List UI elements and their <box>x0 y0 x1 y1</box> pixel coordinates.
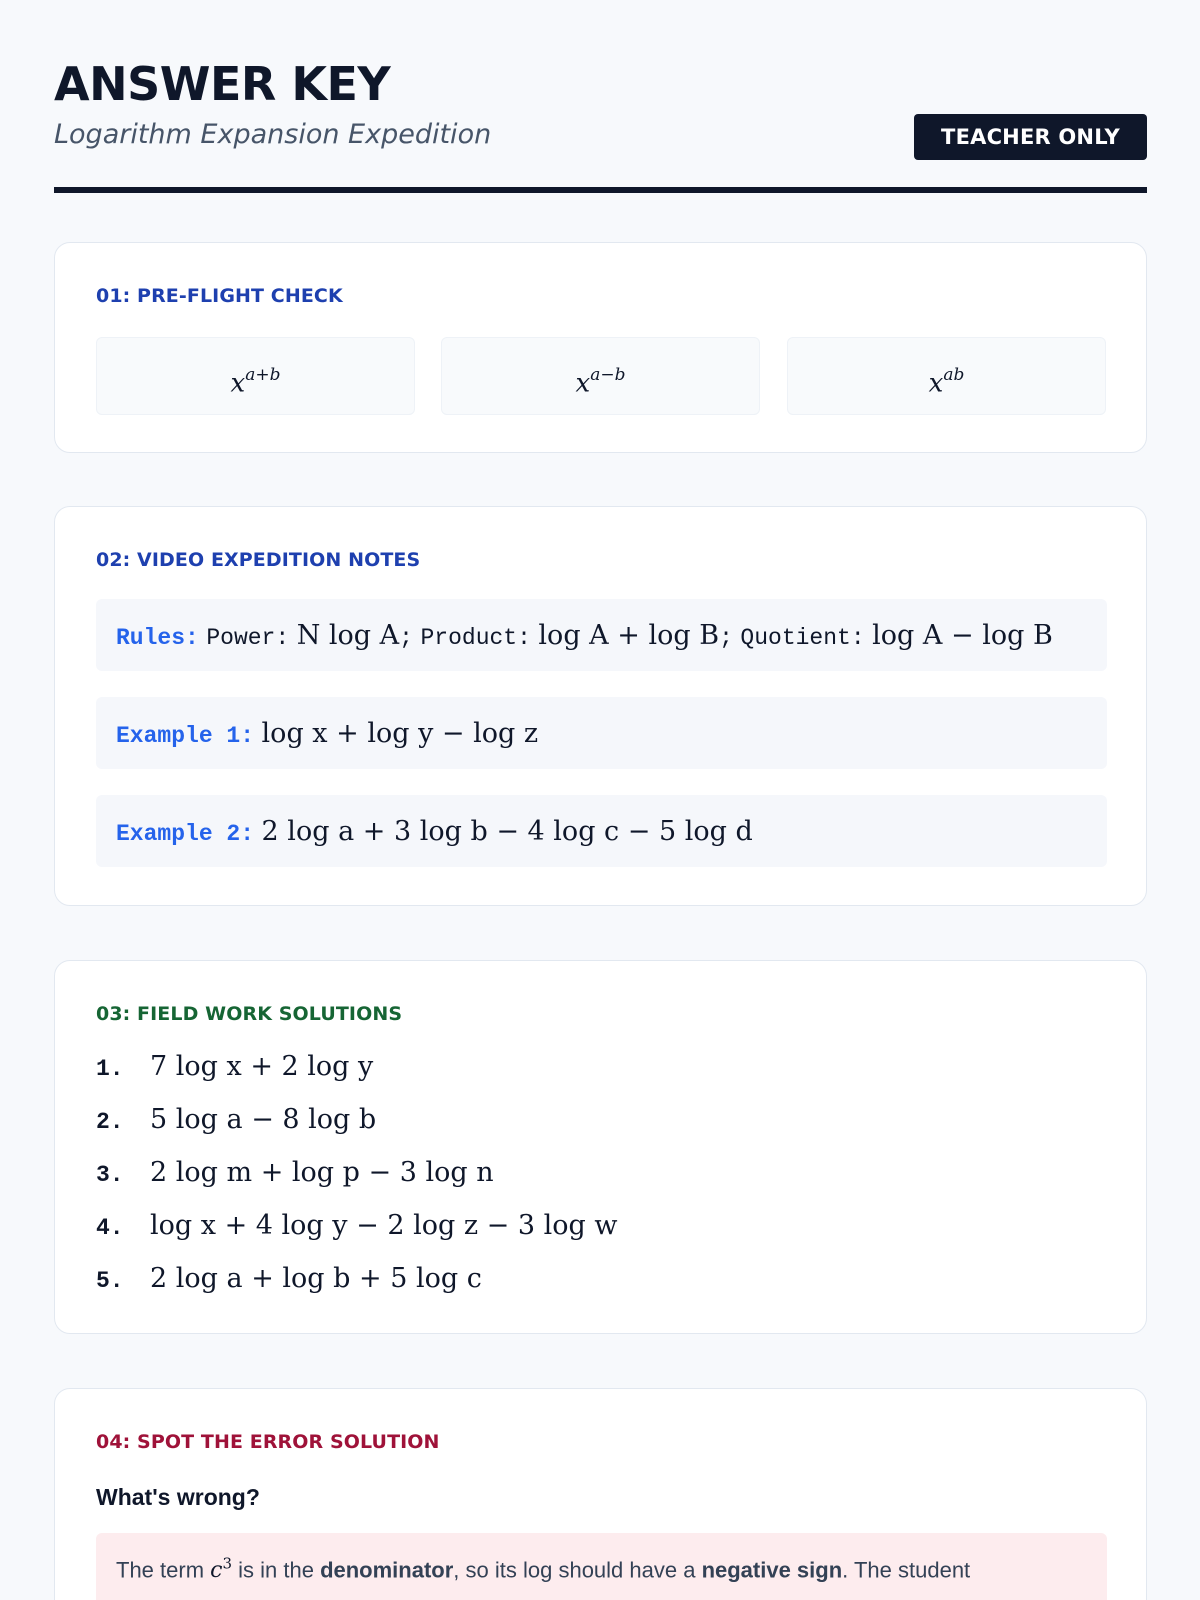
power-label: Power: <box>206 625 290 651</box>
separator: ; <box>399 625 413 651</box>
exponent-answer-box <box>441 337 760 415</box>
exponent-power: a+b <box>245 365 281 385</box>
example-1-label: Example 1: <box>116 723 255 749</box>
solution-number: 1. <box>96 1056 124 1082</box>
solution-number: 3. <box>96 1162 124 1188</box>
solution-expr: 2 log m + log p − 3 log n <box>150 1157 494 1188</box>
section-title: 04: SPOT THE ERROR SOLUTION <box>96 1431 440 1453</box>
rules-box <box>96 599 1107 671</box>
solution-number: 5. <box>96 1268 124 1294</box>
page-header <box>54 56 1147 152</box>
video-notes-card <box>54 506 1147 906</box>
section-title: 03: FIELD WORK SOLUTIONS <box>96 1003 403 1025</box>
explanation-text: The term <box>116 1557 211 1583</box>
solution-item <box>96 1100 376 1140</box>
quotient-rule-expr: log A − log B <box>872 620 1053 651</box>
example-2-label: Example 2: <box>116 821 255 847</box>
explanation-text: . The student <box>842 1557 971 1583</box>
exponent-answer-box <box>96 337 415 415</box>
explanation-bold: denominator <box>320 1557 454 1583</box>
exponent-base: x <box>230 368 246 399</box>
exponent-power: ab <box>943 365 965 385</box>
solution-number: 4. <box>96 1215 124 1241</box>
teacher-only-badge: TEACHER ONLY <box>914 114 1147 160</box>
solution-item <box>96 1206 618 1246</box>
exponent-base: x <box>575 368 591 399</box>
page-title: ANSWER KEY <box>54 57 391 111</box>
solution-expr: 7 log x + 2 log y <box>150 1051 374 1082</box>
error-explanation <box>96 1533 1107 1600</box>
section-title: 02: VIDEO EXPEDITION NOTES <box>96 549 421 571</box>
example-1-expr: log x + log y − log z <box>261 718 539 749</box>
term-base: c <box>210 1558 223 1584</box>
product-rule-expr: log A + log B <box>538 620 720 651</box>
header-divider <box>54 187 1147 193</box>
solution-expr: 2 log a + log b + 5 log c <box>150 1263 482 1294</box>
solution-item <box>96 1153 494 1193</box>
quotient-label: Quotient: <box>740 625 865 651</box>
separator: ; <box>719 625 733 651</box>
solution-number: 2. <box>96 1109 124 1135</box>
example-1-box <box>96 697 1107 769</box>
exponent-power: a−b <box>590 365 626 385</box>
solution-expr: log x + 4 log y − 2 log z − 3 log w <box>150 1210 618 1241</box>
error-question: What's wrong? <box>96 1484 260 1510</box>
explanation-text: , so its log should have a <box>453 1557 702 1583</box>
spot-error-card <box>54 1388 1147 1600</box>
power-rule-expr: N log A <box>296 620 400 651</box>
page-subtitle: Logarithm Expansion Expedition <box>54 119 492 150</box>
product-label: Product: <box>420 625 531 651</box>
explanation-text: is in the <box>232 1557 321 1583</box>
solution-item <box>96 1047 373 1087</box>
field-work-card <box>54 960 1147 1334</box>
preflight-check-card <box>54 242 1147 453</box>
exponent-answer-box <box>787 337 1106 415</box>
rules-label: Rules: <box>116 625 199 651</box>
example-2-box <box>96 795 1107 867</box>
exponent-base: x <box>928 368 944 399</box>
example-2-expr: 2 log a + 3 log b − 4 log c − 5 log d <box>261 816 753 847</box>
section-title: 01: PRE-FLIGHT CHECK <box>96 285 343 307</box>
explanation-bold: negative sign <box>701 1557 843 1583</box>
solution-item <box>96 1259 482 1299</box>
term-exponent: 3 <box>222 1555 233 1573</box>
solution-expr: 5 log a − 8 log b <box>150 1104 377 1135</box>
